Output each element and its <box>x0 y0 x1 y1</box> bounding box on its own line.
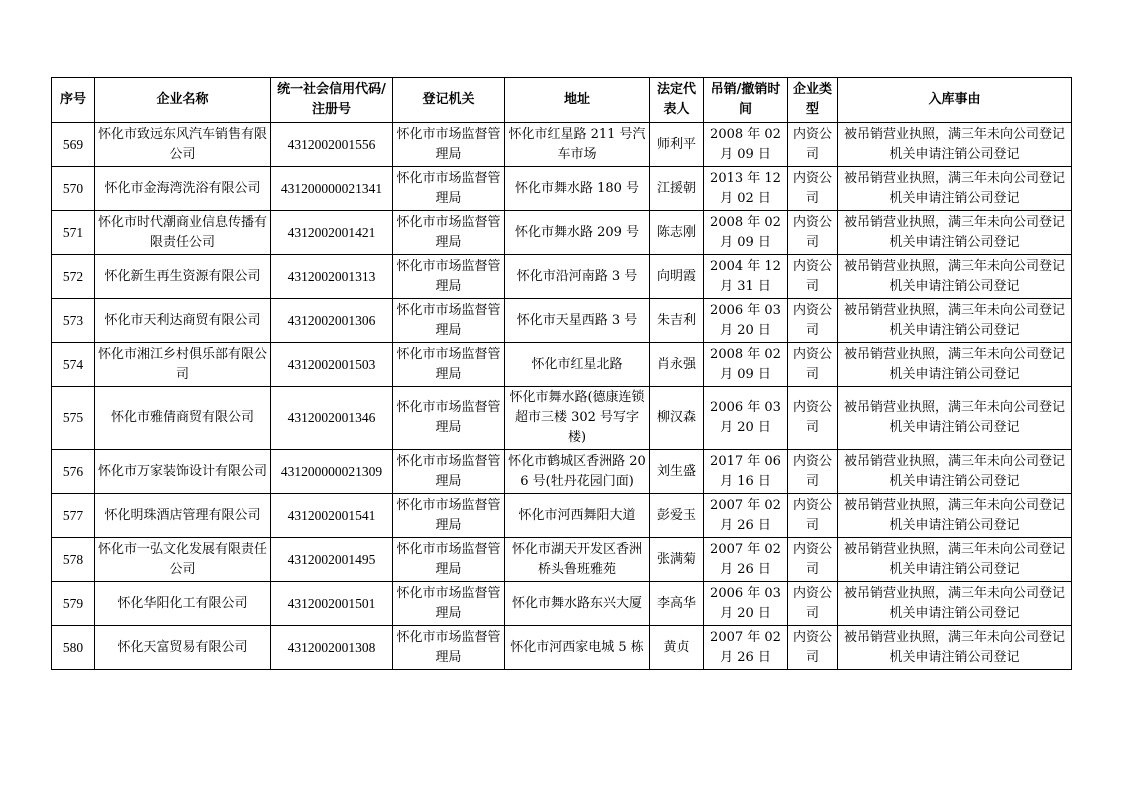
table-row <box>52 343 1072 387</box>
cell-type: 内资公司 <box>788 167 838 211</box>
cell-address: 怀化市鹤城区香洲路 206 号(牡丹花园门面) <box>505 450 650 494</box>
header-authority: 登记机关 <box>393 78 505 123</box>
table-header <box>52 78 1072 123</box>
cell-date: 2008 年 02 月 09 日 <box>704 123 788 167</box>
table-row <box>52 167 1072 211</box>
cell-type: 内资公司 <box>788 387 838 450</box>
table-row <box>52 538 1072 582</box>
cell-address: 怀化市舞水路 180 号 <box>505 167 650 211</box>
cell-authority: 怀化市市场监督管理局 <box>393 387 505 450</box>
cell-address: 怀化市沿河南路 3 号 <box>505 255 650 299</box>
cell-date: 2008 年 02 月 09 日 <box>704 211 788 255</box>
cell-rep: 肖永强 <box>650 343 704 387</box>
cell-type: 内资公司 <box>788 255 838 299</box>
cell-index: 579 <box>52 582 95 626</box>
cell-date: 2007 年 02 月 26 日 <box>704 626 788 670</box>
header-type: 企业类型 <box>788 78 838 123</box>
cell-index: 573 <box>52 299 95 343</box>
cell-name: 怀化新生再生资源有限公司 <box>95 255 271 299</box>
header-address: 地址 <box>505 78 650 123</box>
cell-code: 4312002001346 <box>271 387 393 450</box>
cell-code: 4312002001308 <box>271 626 393 670</box>
header-reason: 入库事由 <box>838 78 1072 123</box>
table-row <box>52 626 1072 670</box>
cell-date: 2007 年 02 月 26 日 <box>704 494 788 538</box>
cell-date: 2006 年 03 月 20 日 <box>704 299 788 343</box>
cell-authority: 怀化市市场监督管理局 <box>393 538 505 582</box>
cell-index: 576 <box>52 450 95 494</box>
cell-date: 2017 年 06 月 16 日 <box>704 450 788 494</box>
cell-code: 431200000021309 <box>271 450 393 494</box>
cell-reason: 被吊销营业执照，满三年未向公司登记机关申请注销公司登记 <box>838 343 1072 387</box>
revoked-enterprise-table <box>51 77 1072 670</box>
table-body <box>52 123 1072 670</box>
cell-type: 内资公司 <box>788 123 838 167</box>
cell-reason: 被吊销营业执照，满三年未向公司登记机关申请注销公司登记 <box>838 626 1072 670</box>
cell-address: 怀化市红星路 211 号汽车市场 <box>505 123 650 167</box>
table-row <box>52 494 1072 538</box>
cell-address: 怀化市河西舞阳大道 <box>505 494 650 538</box>
table-row <box>52 450 1072 494</box>
cell-authority: 怀化市市场监督管理局 <box>393 582 505 626</box>
cell-reason: 被吊销营业执照，满三年未向公司登记机关申请注销公司登记 <box>838 167 1072 211</box>
cell-code: 4312002001306 <box>271 299 393 343</box>
cell-date: 2006 年 03 月 20 日 <box>704 387 788 450</box>
cell-authority: 怀化市市场监督管理局 <box>393 494 505 538</box>
cell-name: 怀化市一弘文化发展有限责任公司 <box>95 538 271 582</box>
cell-rep: 朱吉利 <box>650 299 704 343</box>
header-rep: 法定代表人 <box>650 78 704 123</box>
cell-authority: 怀化市市场监督管理局 <box>393 299 505 343</box>
cell-address: 怀化市天星西路 3 号 <box>505 299 650 343</box>
cell-index: 571 <box>52 211 95 255</box>
cell-reason: 被吊销营业执照，满三年未向公司登记机关申请注销公司登记 <box>838 255 1072 299</box>
cell-authority: 怀化市市场监督管理局 <box>393 343 505 387</box>
table-row <box>52 255 1072 299</box>
cell-name: 怀化市时代潮商业信息传播有限责任公司 <box>95 211 271 255</box>
cell-rep: 黄贞 <box>650 626 704 670</box>
cell-type: 内资公司 <box>788 343 838 387</box>
cell-address: 怀化市红星北路 <box>505 343 650 387</box>
header-code: 统一社会信用代码/注册号 <box>271 78 393 123</box>
header-date: 吊销/撤销时间 <box>704 78 788 123</box>
cell-index: 570 <box>52 167 95 211</box>
cell-index: 580 <box>52 626 95 670</box>
cell-address: 怀化市河西家电城 5 栋 <box>505 626 650 670</box>
cell-address: 怀化市舞水路东兴大厦 <box>505 582 650 626</box>
cell-name: 怀化市致远东风汽车销售有限公司 <box>95 123 271 167</box>
cell-date: 2007 年 02 月 26 日 <box>704 538 788 582</box>
cell-date: 2004 年 12 月 31 日 <box>704 255 788 299</box>
cell-address: 怀化市舞水路 209 号 <box>505 211 650 255</box>
table-row <box>52 387 1072 450</box>
header-index: 序号 <box>52 78 95 123</box>
table-row <box>52 211 1072 255</box>
cell-name: 怀化天富贸易有限公司 <box>95 626 271 670</box>
cell-reason: 被吊销营业执照，满三年未向公司登记机关申请注销公司登记 <box>838 582 1072 626</box>
cell-reason: 被吊销营业执照，满三年未向公司登记机关申请注销公司登记 <box>838 387 1072 450</box>
cell-type: 内资公司 <box>788 494 838 538</box>
cell-authority: 怀化市市场监督管理局 <box>393 167 505 211</box>
cell-rep: 师利平 <box>650 123 704 167</box>
cell-index: 578 <box>52 538 95 582</box>
cell-name: 怀化市雅倩商贸有限公司 <box>95 387 271 450</box>
cell-address: 怀化市湖天开发区香洲桥头鲁班雅苑 <box>505 538 650 582</box>
cell-reason: 被吊销营业执照，满三年未向公司登记机关申请注销公司登记 <box>838 494 1072 538</box>
cell-rep: 彭爱玉 <box>650 494 704 538</box>
cell-type: 内资公司 <box>788 582 838 626</box>
cell-rep: 柳汉森 <box>650 387 704 450</box>
cell-rep: 陈志刚 <box>650 211 704 255</box>
cell-rep: 刘生盛 <box>650 450 704 494</box>
cell-reason: 被吊销营业执照，满三年未向公司登记机关申请注销公司登记 <box>838 123 1072 167</box>
cell-type: 内资公司 <box>788 299 838 343</box>
cell-code: 4312002001556 <box>271 123 393 167</box>
cell-date: 2013 年 12 月 02 日 <box>704 167 788 211</box>
cell-authority: 怀化市市场监督管理局 <box>393 255 505 299</box>
cell-authority: 怀化市市场监督管理局 <box>393 450 505 494</box>
cell-index: 569 <box>52 123 95 167</box>
cell-name: 怀化市万家装饰设计有限公司 <box>95 450 271 494</box>
cell-type: 内资公司 <box>788 211 838 255</box>
cell-type: 内资公司 <box>788 626 838 670</box>
table-row <box>52 123 1072 167</box>
cell-name: 怀化华阳化工有限公司 <box>95 582 271 626</box>
cell-date: 2006 年 03 月 20 日 <box>704 582 788 626</box>
cell-name: 怀化市天利达商贸有限公司 <box>95 299 271 343</box>
cell-type: 内资公司 <box>788 450 838 494</box>
table-row <box>52 299 1072 343</box>
cell-reason: 被吊销营业执照，满三年未向公司登记机关申请注销公司登记 <box>838 299 1072 343</box>
cell-index: 575 <box>52 387 95 450</box>
cell-code: 4312002001313 <box>271 255 393 299</box>
cell-name: 怀化明珠酒店管理有限公司 <box>95 494 271 538</box>
cell-type: 内资公司 <box>788 538 838 582</box>
cell-authority: 怀化市市场监督管理局 <box>393 626 505 670</box>
cell-rep: 江援朝 <box>650 167 704 211</box>
cell-address: 怀化市舞水路(德康连锁超市三楼 302 号写字楼) <box>505 387 650 450</box>
cell-date: 2008 年 02 月 09 日 <box>704 343 788 387</box>
cell-reason: 被吊销营业执照，满三年未向公司登记机关申请注销公司登记 <box>838 450 1072 494</box>
cell-index: 574 <box>52 343 95 387</box>
header-row <box>52 78 1072 123</box>
cell-code: 4312002001495 <box>271 538 393 582</box>
table-row <box>52 582 1072 626</box>
cell-authority: 怀化市市场监督管理局 <box>393 211 505 255</box>
cell-code: 431200000021341 <box>271 167 393 211</box>
cell-code: 4312002001541 <box>271 494 393 538</box>
cell-code: 4312002001503 <box>271 343 393 387</box>
cell-index: 577 <box>52 494 95 538</box>
cell-rep: 李高华 <box>650 582 704 626</box>
cell-authority: 怀化市市场监督管理局 <box>393 123 505 167</box>
cell-code: 4312002001421 <box>271 211 393 255</box>
cell-name: 怀化市湘江乡村俱乐部有限公司 <box>95 343 271 387</box>
cell-reason: 被吊销营业执照，满三年未向公司登记机关申请注销公司登记 <box>838 538 1072 582</box>
cell-reason: 被吊销营业执照，满三年未向公司登记机关申请注销公司登记 <box>838 211 1072 255</box>
cell-name: 怀化市金海湾洗浴有限公司 <box>95 167 271 211</box>
cell-index: 572 <box>52 255 95 299</box>
cell-rep: 张满菊 <box>650 538 704 582</box>
header-name: 企业名称 <box>95 78 271 123</box>
cell-code: 4312002001501 <box>271 582 393 626</box>
cell-rep: 向明霞 <box>650 255 704 299</box>
